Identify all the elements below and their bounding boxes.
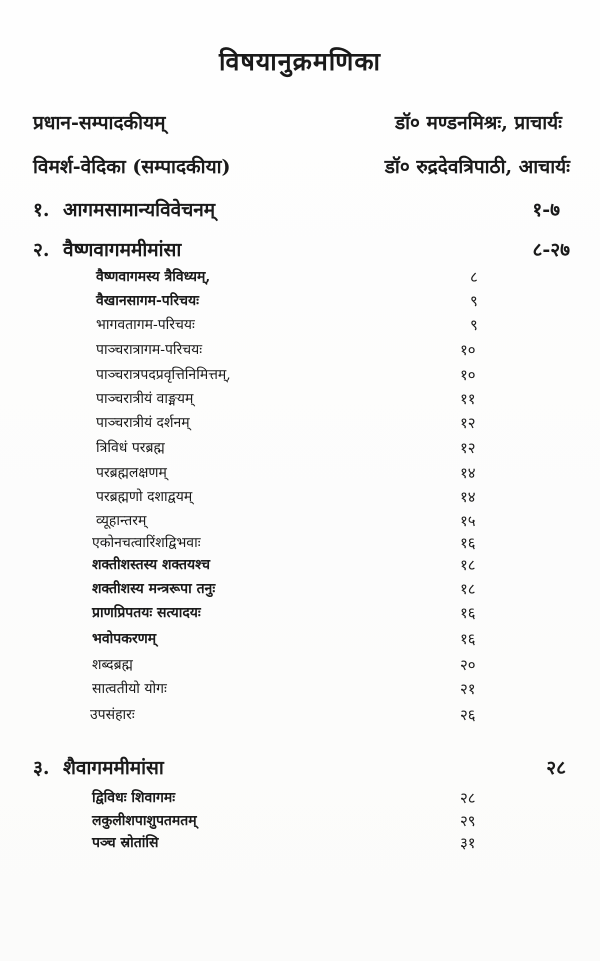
document-page: विषयानुक्रमणिका प्रधान-सम्पादकीयम् डॉ० मण्डनमिश्रः, प्राचार्यः विमर्श-वेदिका (सम्पादकीया) डॉ० रुद्रदेवत्रिपाठी, आचार्यः १. आगमसामान्यविवेचनम् १-७ २. वैष्णवागममीमांसा ८-२७ वैष्णवागमस्य त्रैविध्यम्, ८ वैखानसागम-परिचयः ९ भागवतागम-परिचयः ९ पाञ्चरात्रागम-परिचयः १० पाञ्चरात्रपदप्रवृत्तिनिमित्तम्, १० पाञ्चरात्रीयं वाङ्मयम् ११ पाञ्चरात्रीयं दर्शनम् १२ त्रिविधं परब्रह्म १२ परब्रह्मलक्षणम् १४ परब्रह्मणो दशाद्वयम् १४ व्यूहान्तरम् १५ एकोनचत्वारिंशद्विभवाः १६ शक्तीशस्तस्य शक्तयश्च १८ शक्तीशस्य मन्त्ररूपा तनुः १८ प्राणप्रिपतयः सत्यादयः १६ भवोपकरणम् १६ शब्दब्रह्म २० सात्वतीयो योगः २१ उपसंहारः २६ ३. शैवागममीमांसा २८ द्विविधः शिवागमः २८ लकुलीशपाशुपतमतम् २९ पञ्च स्रोतांसि ३१ [0,0,600,961]
chapter-row-1 [33,196,560,222]
preface-label: विमर्श-वेदिका (सम्पादकीया) [33,156,231,178]
chapter-number: ३. [33,757,50,779]
chapter-pages: १-७ [532,199,560,221]
chapter-number: २. [33,239,50,261]
chapter-pages: ८-२७ [532,239,570,261]
preface-author: डॉ० मण्डनमिश्रः, प्राचार्यः [394,112,562,134]
chapter-title: आगमसामान्यविवेचनम् [63,199,216,221]
chapter-pages: २८ [546,757,566,779]
preface-author: डॉ० रुद्रदेवत्रिपाठी, आचार्यः [384,156,570,178]
preface-row-vedika [33,153,570,179]
chapter-row-3 [33,754,566,780]
chapter-title: वैष्णवागममीमांसा [63,239,182,261]
chapter-number: १. [33,199,50,221]
chapter-title: शैवागममीमांसा [63,757,164,779]
chapter-row-2 [33,236,570,262]
preface-row-editor [33,109,562,135]
preface-label: प्रधान-सम्पादकीयम् [33,112,166,134]
page-title: विषयानुक्रमणिका [218,47,382,76]
